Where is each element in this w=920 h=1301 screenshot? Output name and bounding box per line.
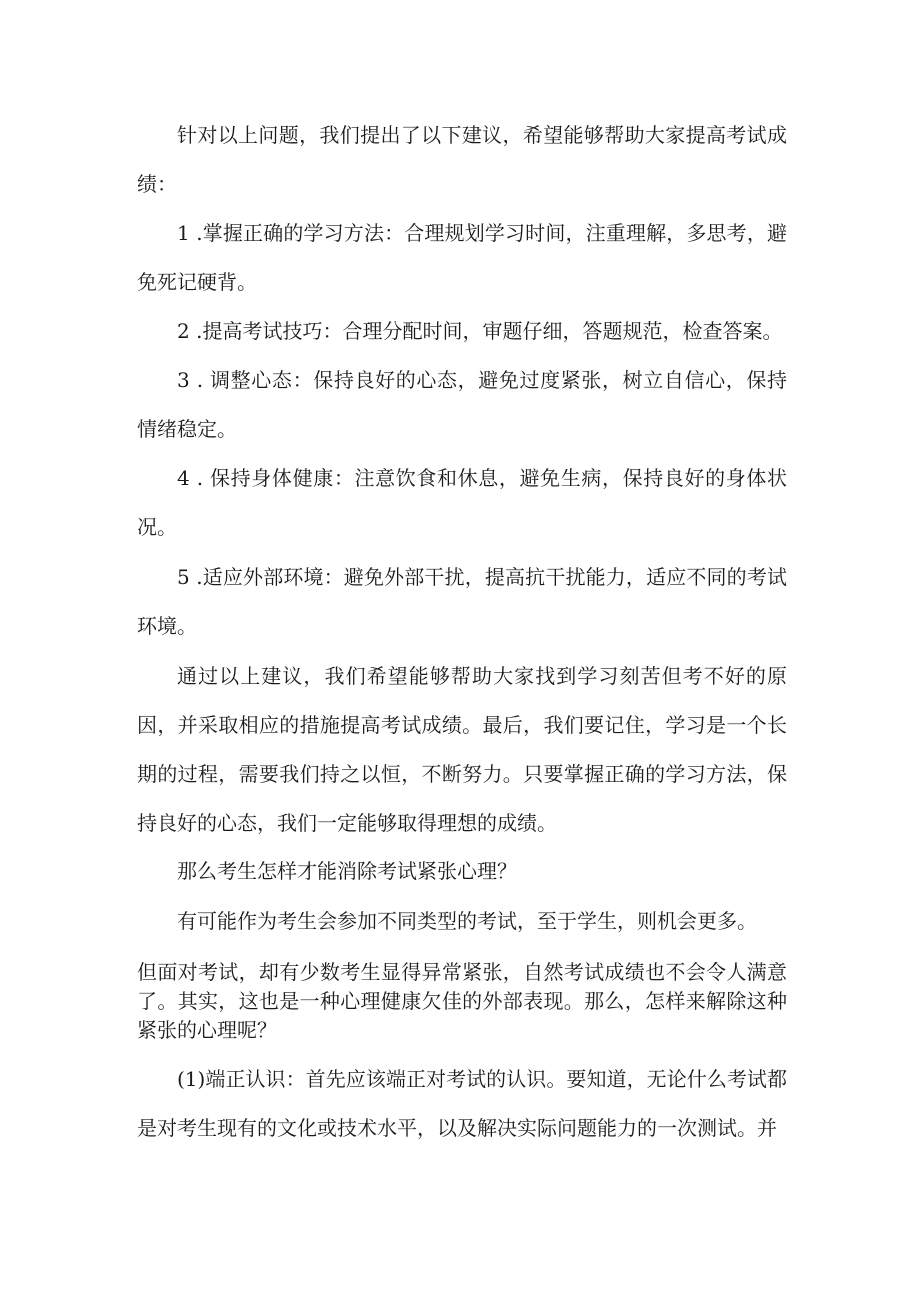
paragraph-question: 那么考生怎样才能消除考试紧张心理？ xyxy=(177,859,517,883)
paragraph-exam-anxiety: 但面对考试，却有少数考生显得异常紧张，自然考试成绩也不会令人满意了。其实，这也是一种心理健康欠佳的外部表现。那么，怎样来解除这种紧张的心理呢？ xyxy=(137,960,787,1042)
paragraph-conclusion: 通过以上建议，我们希望能够帮助大家找到学习刻苦但考不好的原因，并采取相应的措施提高考试成绩。最后，我们要记住，学习是一个长期的过程，需要我们持之以恒，不断努力。只要掌握正确的学习方法，保持良好的心态，我们一定能够取得理想的成绩。 xyxy=(137,664,787,835)
paragraph-suggestion-5: 5 .适应外部环境：避免外部干扰，提高抗干扰能力，适应不同的考试环境。 xyxy=(137,565,787,638)
paragraph-suggestion-4: 4 . 保持身体健康：注意饮食和休息，避免生病，保持良好的身体状况。 xyxy=(137,466,787,539)
paragraph-suggestion-3: 3 . 调整心态：保持良好的心态，避免过度紧张，树立自信心，保持情绪稳定。 xyxy=(137,368,787,441)
paragraph-correct-understanding: (1)端正认识：首先应该端正对考试的认识。要知道，无论什么考试都是对考生现有的文化或技术水平，以及解决实际问题能力的一次测试。并 xyxy=(137,1067,787,1140)
paragraph-suggestion-2: 2 .提高考试技巧：合理分配时间，审题仔细，答题规范，检查答案。 xyxy=(177,319,783,343)
paragraph-suggestion-1: 1 .掌握正确的学习方法：合理规划学习时间，注重理解，多思考，避免死记硬背。 xyxy=(137,221,787,294)
paragraph-intro: 针对以上问题，我们提出了以下建议，希望能够帮助大家提高考试成绩： xyxy=(137,123,787,196)
paragraph-exam-types: 有可能作为考生会参加不同类型的考试，至于学生，则机会更多。 xyxy=(177,909,757,933)
